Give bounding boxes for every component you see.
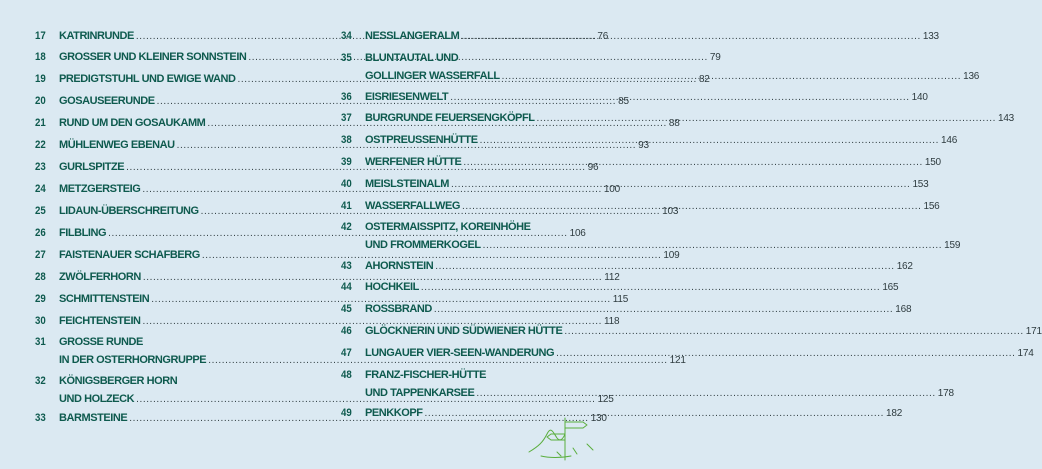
toc-entry-page: 165 [882,282,899,293]
toc-entry-title: METZGERSTEIG [59,183,141,195]
toc-entry-page: 115 [612,294,629,305]
toc-entry-page: 140 [911,92,928,103]
toc-entry-page: 79 [709,52,721,63]
toc-entry-page: 168 [895,304,912,315]
toc-entry-page: 76 [597,31,609,42]
toc-entry-number: 25 [35,205,46,217]
toc-entry-number: 39 [341,156,352,168]
toc-entry-number: 21 [35,117,46,129]
toc-entry-number: 44 [341,281,352,293]
toc-entry-title: GROSSER UND KLEINER SONNSTEIN [59,51,247,63]
toc-entry-title: RUND UM DEN GOSAUKAMM [59,117,206,129]
toc-entry-title: MEISLSTEINALM [365,178,449,190]
toc-entry-title: GROSSE RUNDE [59,336,143,348]
toc-entry-page: 96 [587,162,599,173]
leader-dots [462,198,921,216]
toc-entry-title: ROSSBRAND [365,303,432,315]
toc-entry-number: 35 [341,52,352,64]
toc-entry-number: 30 [35,315,46,327]
toc-entry-title: PENKKOPF [365,407,423,419]
toc-entry-page: 174 [1017,348,1034,359]
toc-entry-number: 34 [341,30,352,42]
toc-entry-page: 182 [885,408,903,419]
toc-entry-number: 24 [35,183,46,195]
toc-entry-number: 32 [35,375,46,387]
toc-entry-page: 159 [944,240,961,251]
toc-entry-number: 47 [341,347,352,359]
toc-entry[interactable] [341,322,1042,341]
toc-entry-title: FAISTENAUER SCHAFBERG [59,249,200,261]
toc-entry-number: 46 [341,325,352,337]
leader-dots [537,110,996,128]
leader-dots [556,345,1015,363]
toc-entry-page: 162 [896,261,913,272]
toc-entry-number: 45 [341,303,352,315]
toc-entry-number: 48 [341,369,352,381]
toc-entry-page: 146 [941,135,958,146]
leader-dots [451,176,910,194]
toc-entry-number: 33 [35,412,46,424]
leader-dots [461,28,920,46]
toc-entry-number: 31 [35,336,46,348]
toc-entry-title: MÜHLENWEG EBENAU [59,139,175,151]
toc-entry[interactable] [341,278,899,297]
toc-entry-number: 37 [341,112,352,124]
toc-entry-page: 93 [638,140,649,151]
toc-entry-page: 112 [604,272,620,283]
leader-dots [463,154,922,172]
toc-entry-number: 27 [35,249,46,261]
toc-entry-number: 40 [341,178,352,190]
toc-entry-title: WERFENER HÜTTE [365,156,462,168]
toc-entry-page: 133 [922,31,939,42]
toc-entry-page: 136 [963,71,980,82]
toc-entry-number: 20 [35,95,46,107]
toc-entry-page: 156 [923,201,940,212]
toc-entry-number: 41 [341,200,352,212]
toc-entry-title-continued: UND FROMMERKOGEL [365,239,481,251]
toc-entry-title-continued: UND TAPPENKARSEE [365,387,475,399]
leader-dots [480,132,939,150]
toc-entry-title-continued: GOLLINGER WASSERFALL [365,70,500,82]
toc-entry-page: 82 [698,74,710,85]
toc-entry-title: SCHMITTENSTEIN [59,293,150,305]
toc-entry-page: 85 [618,96,629,107]
toc-entry-title: KÖNIGSBERGER HORN [59,375,178,387]
toc-entry-page: 125 [597,394,614,405]
toc-entry-title: EISRIESENWELT [365,91,449,103]
toc-entry-number: 29 [35,293,46,305]
toc-entry-number: 42 [341,221,352,233]
toc-entry-title: AHORNSTEIN [365,260,434,272]
toc-entry-page: 171 [1025,326,1042,337]
toc-entry-title: KATRINRUNDE [59,30,134,42]
toc-entry-title: ZWÖLFERHORN [59,271,141,283]
leader-dots [564,323,1023,341]
toc-entry-title: FILBLING [59,227,107,239]
leader-dots [421,279,880,297]
toc-entry-title: LIDAUN-ÜBERSCHREITUNG [59,205,199,217]
toc-entry-number: 36 [341,91,352,103]
toc-entry[interactable] [341,300,912,319]
toc-entry-title: PREDIGTSTUHL UND EWIGE WAND [59,73,236,85]
toc-entry-title: BURGRUNDE FEUERSENGKÖPFL [365,112,535,124]
leader-dots [502,68,961,86]
toc-entry-page: 106 [569,228,586,239]
toc-entry-title: FRANZ-FISCHER-HÜTTE [365,369,486,381]
toc-entry-number: 43 [341,260,352,272]
toc-entry-title: GLÖCKNERIN UND SÜDWIENER HÜTTE [365,325,563,337]
toc-entry-title: FEICHTENSTEIN [59,315,141,327]
toc-entry-number: 22 [35,139,46,151]
toc-entry-title: GOSAUSEERUNDE [59,95,155,107]
toc-entry-number: 49 [341,407,352,419]
toc-entry-title: OSTERMAISSPITZ, KOREINHÖHE [365,221,531,233]
toc-entry-title-continued: UND HOLZECK [59,393,135,405]
toc-entry-page: 130 [590,413,607,424]
leader-dots [476,385,935,403]
toc-entry-title: LUNGAUER VIER-SEEN-WANDERUNG [365,347,555,359]
leader-dots [425,405,884,423]
toc-entry-number: 17 [35,30,46,42]
leader-dots [434,301,893,319]
toc-entry-page: 103 [662,206,679,217]
toc-entry-page: 153 [912,179,929,190]
toc-entry-number: 18 [35,51,46,63]
toc-entry-page: 109 [663,250,680,261]
toc-entry-page: 143 [997,113,1015,124]
toc-entry-page: 88 [668,118,680,129]
leader-dots [483,237,942,255]
toc-entry-page: 100 [603,184,620,195]
toc-entry-title: HOCHKEIL [365,281,419,293]
toc-entry-title: BARMSTEINE [59,412,128,424]
toc-entry-page: 150 [924,157,941,168]
toc-entry-title: OSTPREUSSENHÜTTE [365,134,478,146]
toc-entry-number: 28 [35,271,46,283]
toc-entry-title: BLUNTAUTAL UND [365,52,459,64]
toc-entry-number: 38 [341,134,352,146]
toc-entry-page: 118 [604,316,620,327]
toc-entry-title: WASSERFALLWEG [365,200,460,212]
toc-entry-title: GURLSPITZE [59,161,125,173]
toc-entry-number: 23 [35,161,46,173]
toc-entry[interactable] [35,246,680,265]
toc-entry-title-continued: IN DER OSTERHORNGRUPPE [59,354,207,366]
toc-entry[interactable] [341,257,913,276]
leader-dots [435,258,894,276]
toc-entry-title: NESSLANGERALM [365,30,460,42]
toc-entry-number: 19 [35,73,46,85]
hiking-signpost-icon [527,412,597,462]
leader-dots [450,89,909,107]
toc-entry-page: 178 [937,388,954,399]
toc-entry-page: 121 [669,355,686,366]
toc-entry-number: 26 [35,227,46,239]
